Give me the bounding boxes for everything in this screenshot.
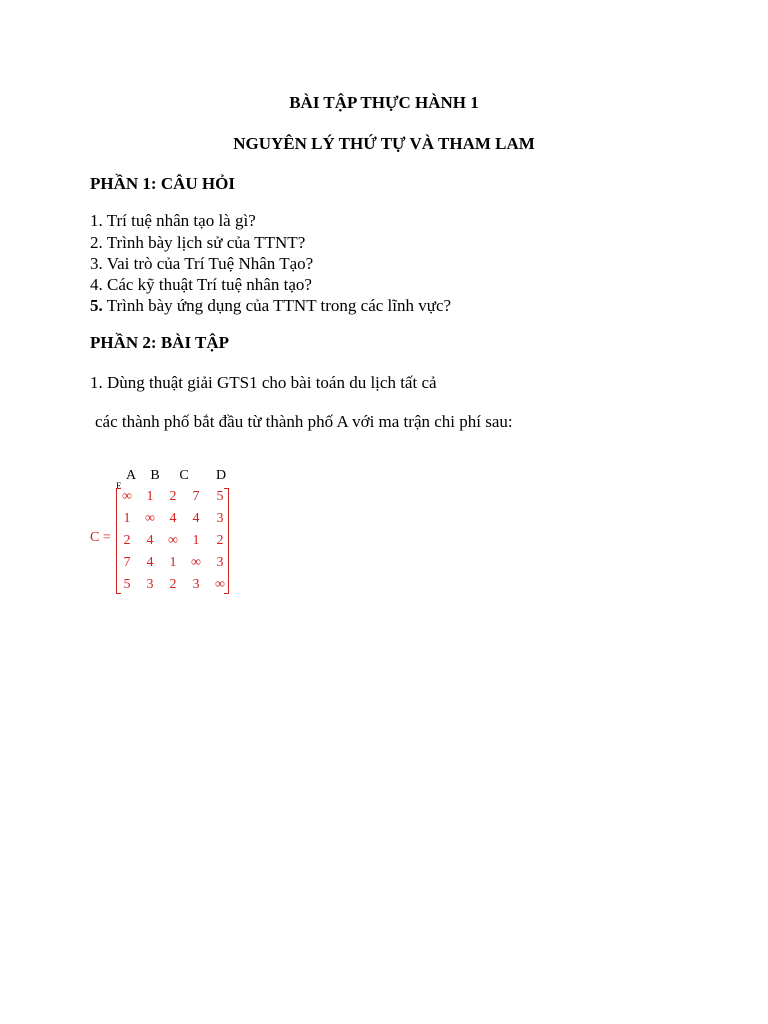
- matrix-cell: 3: [146, 577, 154, 592]
- matrix-column-header: D: [215, 468, 227, 483]
- matrix-cell: ∞: [122, 489, 132, 504]
- matrix-cell: ∞: [215, 577, 225, 592]
- question-1: 1. Trí tuệ nhân tạo là gì?: [90, 211, 256, 230]
- cost-matrix: [90, 466, 250, 596]
- exercise-line-2: các thành phố bắt đầu từ thành phố A với ma trận chi phí sau:: [95, 412, 513, 431]
- matrix-cell: 4: [192, 511, 200, 526]
- matrix-column-header: B: [150, 468, 160, 483]
- matrix-cell: 1: [123, 511, 131, 526]
- matrix-cell: 1: [192, 533, 200, 548]
- question-4: 4. Các kỹ thuật Trí tuệ nhân tạo?: [90, 275, 312, 294]
- matrix-cell: 7: [123, 555, 131, 570]
- matrix-cell: ∞: [168, 533, 178, 548]
- matrix-cell: ∞: [145, 511, 155, 526]
- matrix-label: C =: [90, 530, 111, 545]
- matrix-stray-glyph: E: [116, 481, 122, 491]
- document-title: BÀI TẬP THỰC HÀNH 1: [289, 93, 479, 112]
- matrix-cell: 4: [146, 555, 154, 570]
- matrix-column-header: C: [179, 468, 189, 483]
- matrix-cell: 2: [169, 577, 177, 592]
- matrix-cell: 3: [192, 577, 200, 592]
- question-5: [90, 296, 451, 316]
- matrix-cell: 1: [169, 555, 177, 570]
- part1-heading: PHẦN 1: CÂU HỎI: [90, 174, 235, 193]
- matrix-cell: 7: [192, 489, 200, 504]
- matrix-cell: 4: [169, 511, 177, 526]
- matrix-cell: 1: [146, 489, 154, 504]
- question-5-number: 5.: [90, 296, 103, 315]
- question-2: 2. Trình bày lịch sử của TTNT?: [90, 233, 306, 252]
- part2-heading: PHẦN 2: BÀI TẬP: [90, 333, 229, 352]
- matrix-cell: 5: [216, 489, 224, 504]
- matrix-column-header: A: [125, 468, 137, 483]
- matrix-cell: 3: [216, 555, 224, 570]
- matrix-cell: ∞: [191, 555, 201, 570]
- matrix-cell: 3: [216, 511, 224, 526]
- matrix-cell: 2: [169, 489, 177, 504]
- matrix-cell: 2: [216, 533, 224, 548]
- matrix-cell: 5: [123, 577, 131, 592]
- exercise-line-1: 1. Dùng thuật giải GTS1 cho bài toán du lịch tất cả: [90, 373, 437, 392]
- matrix-cell: 2: [123, 533, 131, 548]
- matrix-cell: 4: [146, 533, 154, 548]
- question-3: 3. Vai trò của Trí Tuệ Nhân Tạo?: [90, 254, 314, 273]
- question-5-text: Trình bày ứng dụng của TTNT trong các lĩnh vực?: [102, 296, 452, 315]
- document-subtitle: NGUYÊN LÝ THỨ TỰ VÀ THAM LAM: [233, 134, 535, 153]
